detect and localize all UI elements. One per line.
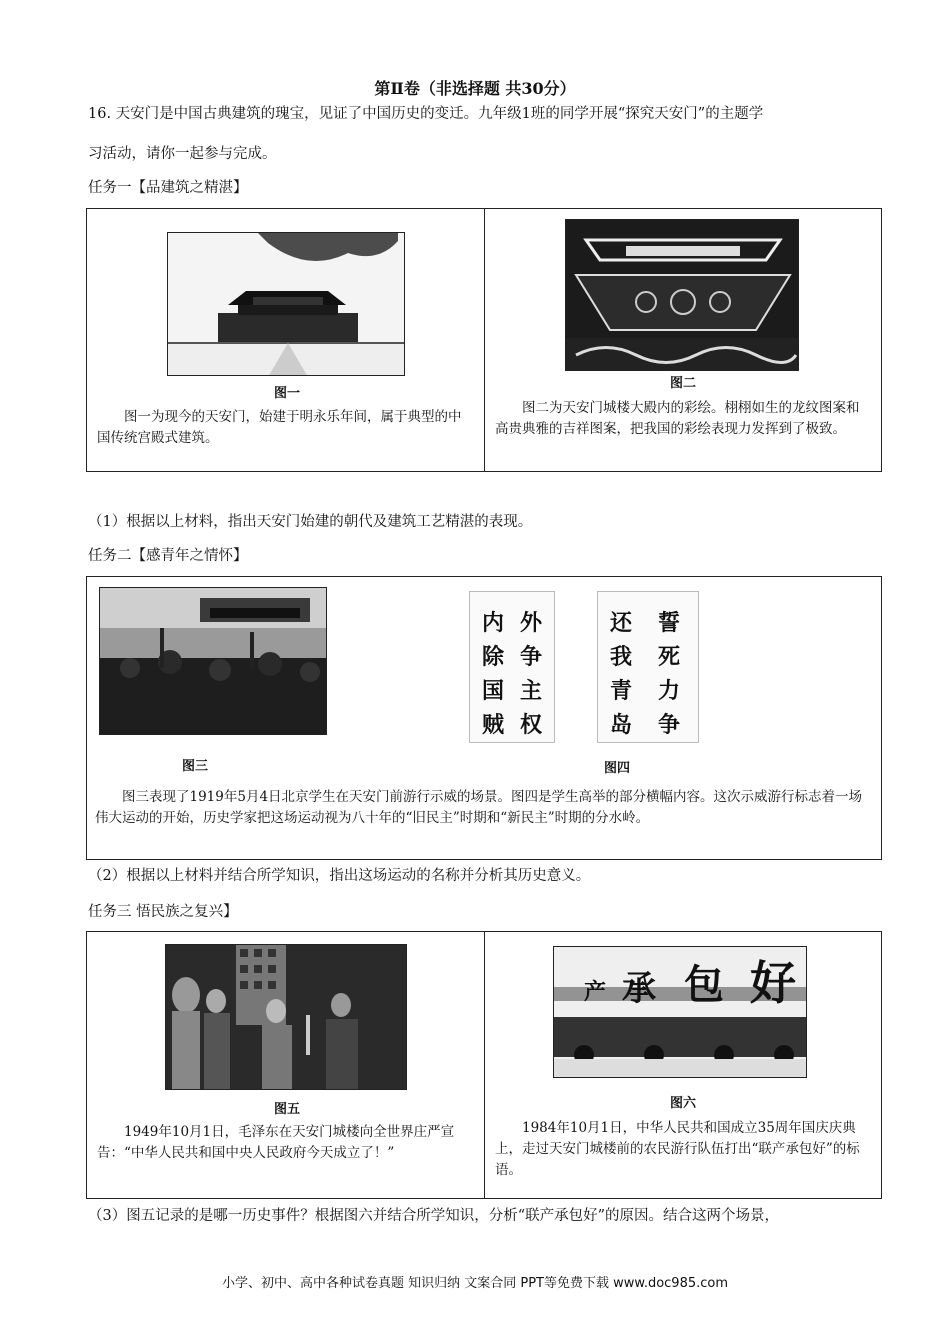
banner-char: 我 xyxy=(610,645,633,670)
banner-char: 主 xyxy=(520,679,543,704)
slogan-char: 产 xyxy=(584,980,607,1005)
fig3-caption: 图三 xyxy=(181,759,208,774)
fig6-description: 1984年10月1日，中华人民共和国成立35周年国庆庆典上，走过天安门城楼前的农民游行队伍打出“联产承包好”的标语。 xyxy=(495,1120,860,1178)
banner-char: 争 xyxy=(520,645,543,670)
section-title: 第Ⅱ卷（非选择题 共30分） xyxy=(374,79,576,98)
banner-char: 外 xyxy=(520,611,543,636)
slogan-char: 好 xyxy=(750,956,796,1010)
question-3: （3）图五记录的是哪一历史事件？根据图六并结合所学知识，分析“联产承包好”的原因。结合这两个场景， xyxy=(88,1208,780,1224)
task1-heading: 任务一【品建筑之精湛】 xyxy=(88,180,248,196)
task2-description: 图三表现了1919年5月4日北京学生在天安门前游行示威的场景。图四是学生高举的部分横幅内容。这次示威游行标志着一场伟大运动的开始，历史学家把这场运动视为八十年的“旧民主”时期和“新民主”时期的分水岭。 xyxy=(95,789,863,826)
fig2-image xyxy=(565,219,799,371)
fig1-caption: 图一 xyxy=(273,386,300,401)
question-16-line1: 16. 天安门是中国古典建筑的瑰宝，见证了中国历史的变迁。九年级1班的同学开展“探究天安门”的主题学 xyxy=(88,106,764,122)
banner-char: 还 xyxy=(610,611,633,636)
banner-char: 誓 xyxy=(658,611,681,636)
task3-heading: 任务三 悟民族之复兴】 xyxy=(88,904,238,920)
slogan-char: 包 xyxy=(684,962,724,1008)
banner-char: 贼 xyxy=(482,713,505,738)
banner-char: 权 xyxy=(520,713,543,738)
table-divider xyxy=(484,932,485,1198)
question-16-line2: 习活动，请你一起参与完成。 xyxy=(88,146,277,162)
question-1: （1）根据以上材料，指出天安门始建的朝代及建筑工艺精湛的表现。 xyxy=(88,514,533,530)
fig2-caption: 图二 xyxy=(669,376,696,391)
banner-char: 内 xyxy=(482,611,505,636)
banner-char: 除 xyxy=(482,645,505,670)
fig4-caption: 图四 xyxy=(603,761,630,776)
fig6-image xyxy=(553,946,807,1078)
fig6-caption: 图六 xyxy=(669,1096,696,1111)
task1-table xyxy=(86,208,882,472)
fig1-image xyxy=(167,232,405,376)
banner-char: 国 xyxy=(482,679,505,704)
banner-char: 岛 xyxy=(610,713,633,738)
banner-right xyxy=(597,591,699,743)
fig1-description: 图一为现今的天安门，始建于明永乐年间，属于典型的中国传统宫殿式建筑。 xyxy=(97,409,462,446)
banner-char: 青 xyxy=(610,679,633,704)
fig5-caption: 图五 xyxy=(273,1102,300,1117)
banner-char: 争 xyxy=(658,713,681,738)
banner-char: 力 xyxy=(658,679,681,704)
task3-table xyxy=(86,931,882,1199)
page-footer: 小学、初中、高中各种试卷真题 知识归纳 文案合同 PPT等免费下载 www.doc985.com xyxy=(221,1276,729,1291)
fig5-image xyxy=(165,944,407,1090)
task2-table xyxy=(86,576,882,860)
table-divider xyxy=(484,209,485,471)
fig2-description: 图二为天安门城楼大殿内的彩绘。栩栩如生的龙纹图案和高贵典雅的吉祥图案，把我国的彩绘表现力发挥到了极致。 xyxy=(495,400,860,437)
task2-heading: 任务二【感青年之情怀】 xyxy=(88,548,248,564)
banner-left xyxy=(469,591,555,743)
question-2: （2）根据以上材料并结合所学知识，指出这场运动的名称并分析其历史意义。 xyxy=(88,868,591,884)
banner-char: 死 xyxy=(658,645,681,670)
fig3-image xyxy=(99,587,327,735)
slogan-char: 承 xyxy=(622,969,656,1009)
fig5-description: 1949年10月1日，毛泽东在天安门城楼向全世界庄严宣告：“中华人民共和国中央人民政府今天成立了！” xyxy=(97,1124,455,1161)
